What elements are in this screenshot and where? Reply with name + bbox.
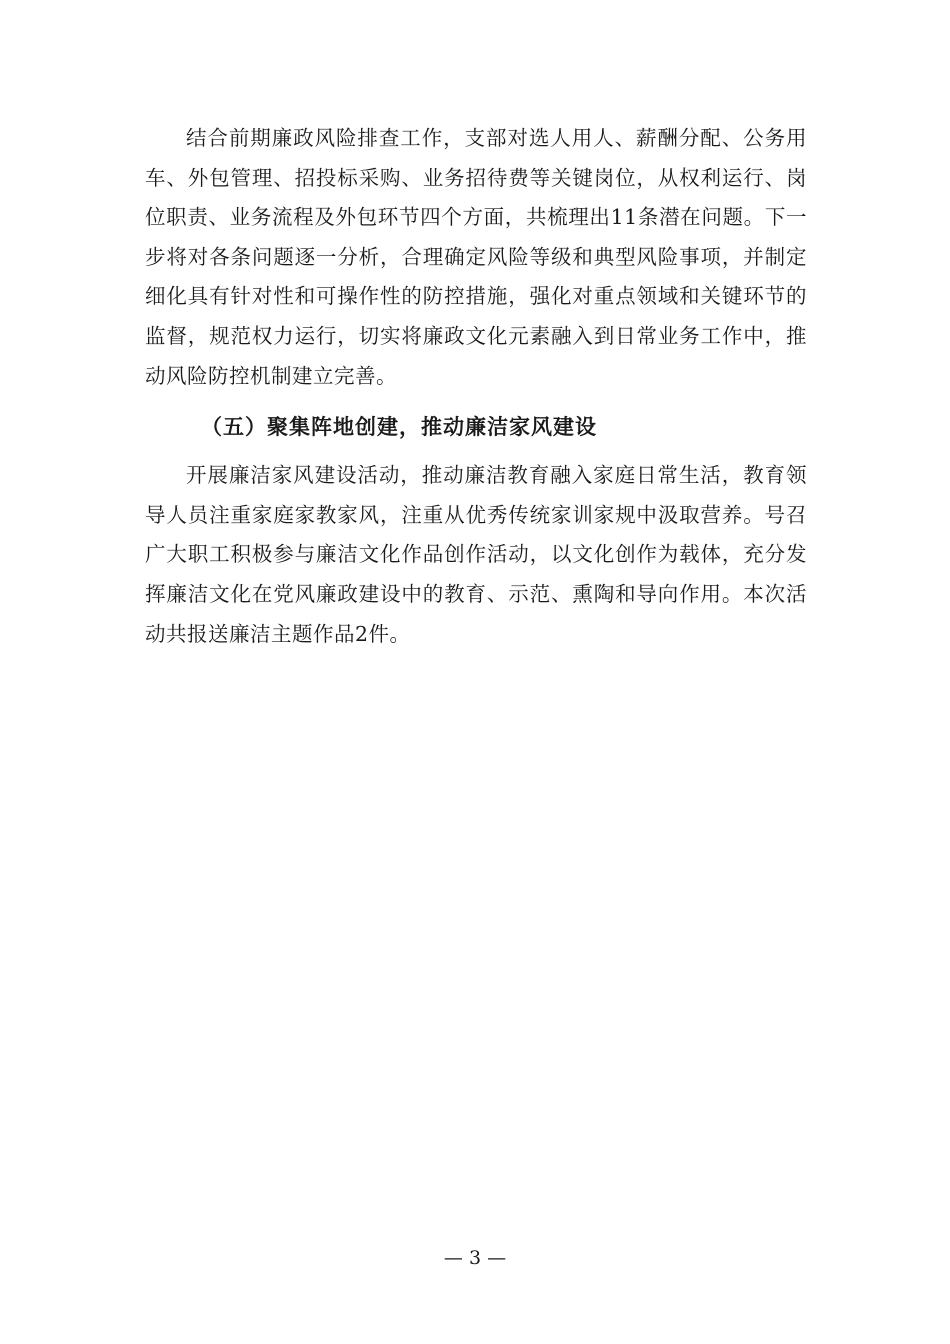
section-heading-five: （五）聚集阵地创建，推动廉洁家风建设 <box>201 415 597 440</box>
document-body <box>145 119 807 654</box>
paragraph-family-style: 开展廉洁家风建设活动，推动廉洁教育融入家庭日常生活，教育领导人员注重家庭家教家风，注重从优秀传统家训家规中汲取营养。号召广大职工积极参与廉洁文化作品创作活动，以文化创作为载体，充分发挥廉洁文化在党风廉政建设中的教育、示范、熏陶和导向作用。本次活动共报送廉洁主题作品2件。 <box>145 463 807 646</box>
page-number: — 3 — <box>443 1247 507 1269</box>
paragraph-risk-review: 结合前期廉政风险排查工作，支部对选人用人、薪酬分配、公务用车、外包管理、招投标采购、业务招待费等关键岗位，从权利运行、岗位职责、业务流程及外包环节四个方面，共梳理出11条潜在问题。下一步将对各条问题逐一分析，合理确定风险等级和典型风险事项，并制定细化具有针对性和可操作性的防控措施，强化对重点领域和关键环节的监督，规范权力运行，切实将廉政文化元素融入到日常业务工作中，推动风险防控机制建立完善。 <box>145 126 807 388</box>
